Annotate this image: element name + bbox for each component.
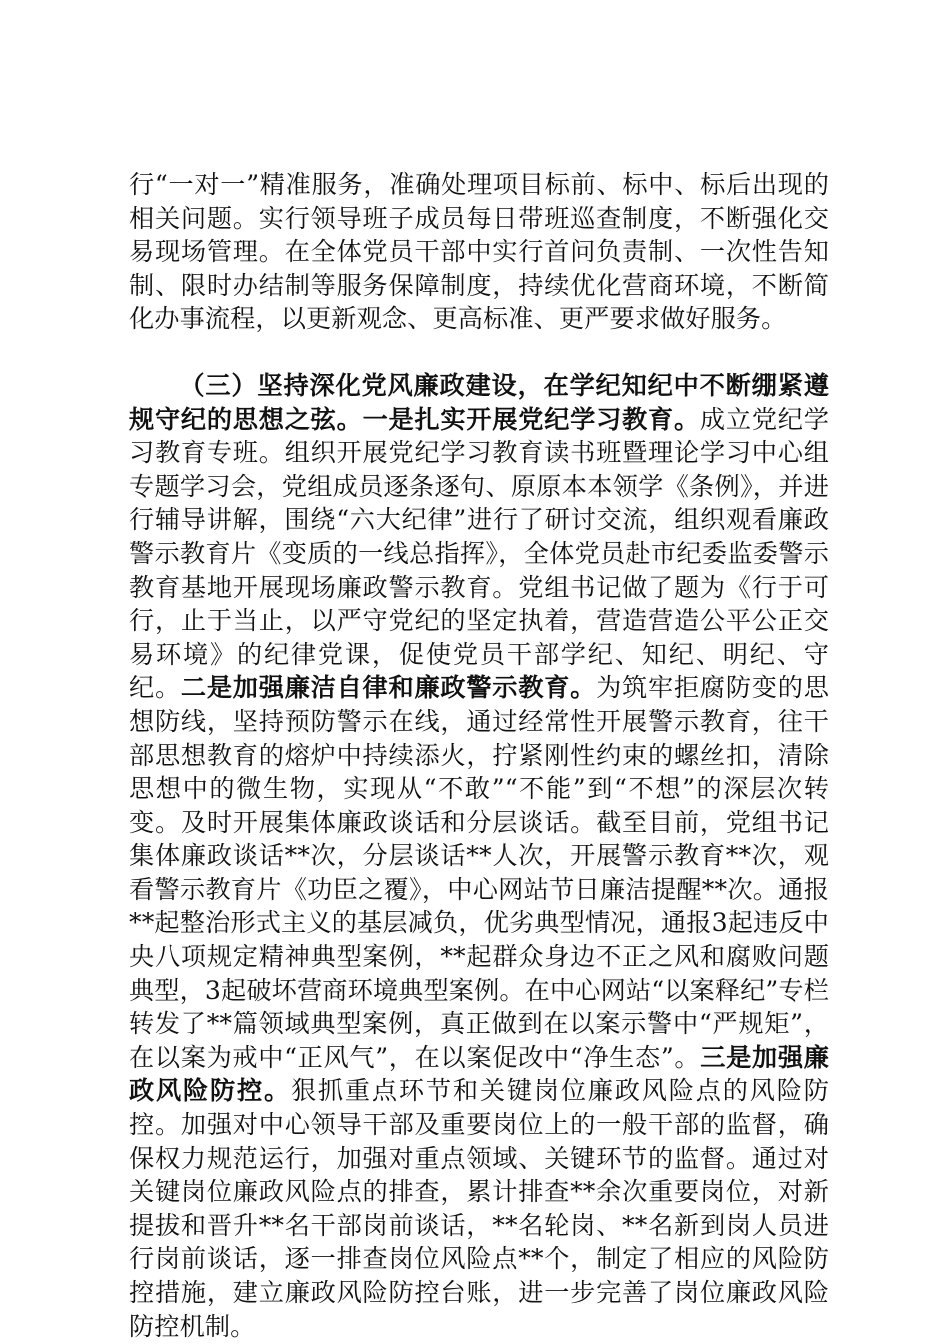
paragraph-service-text: 行“一对一”精准服务，准确处理项目标前、标中、标后出现的相关问题。实行领导班子成员每日带班巡查制度，不断强化交易现场管理。在全体党员干部中实行首问负责制、一次性告知制、限时办结制等服务保障制度，持续优化营商环境，不断简化办事流程，以更新观念、更高标准、更严要求做好服务。 [129,170,829,334]
paragraph-service [129,168,829,336]
paragraph-integrity [129,369,829,1343]
subsection-title-3: 三是加强廉政风险防控。 [129,1041,830,1106]
subsection-title-1: 一是扎实开展党纪学习教育。 [362,403,700,434]
section-heading: （三）坚持深化党风廉政建设，在学纪知纪中不断绷紧遵规守纪的思想之弦。 [129,369,829,434]
subsection-text-1: 成立党纪学习教育专班。组织开展党纪学习教育读书班暨理论学习中心组专题学习会，党组成员逐条逐句、原原本本领学《条例》，并进行辅导讲解，围绕“六大纪律”进行了研讨交流，组织观看廉政警示教育片《变质的一线总指挥》，全体党员赴市纪委监委警示教育基地开展现场廉政警示教育。党组书记做了题为《行于可行，止于当止，以严守党纪的坚定执着，营造营造公平公正交易环境》的纪律党课，促使党员干部学纪、知纪、明纪、守纪。 [129,404,830,703]
document-page [129,168,829,1343]
subsection-text-3: 狠抓重点环节和关键岗位廉政风险点的风险防控。加强对中心领导干部及重要岗位上的一般干部的监督，确保权力规范运行，加强对重点领域、关键环节的监督。通过对关键岗位廉政风险点的排查，累计排查**余次重要岗位，对新提拔和晋升**名干部岗前谈话，**名轮岗、**名新到岗人员进行岗前谈话，逐一排查岗位风险点**个，制定了相应的风险防控措施，建立廉政风险防控台账，进一步完善了岗位廉政风险防控机制。 [129,1076,829,1341]
subsection-title-2: 二是加强廉洁自律和廉政警示教育。 [180,672,597,703]
subsection-text-2: 为筑牢拒腐防变的思想防线，坚持预防警示在线，通过经常性开展警示教育，往干部思想教育的熔炉中持续添火，拧紧刚性约束的螺丝扣，清除思想中的微生物，实现从“不敢”“不能”到“不想”的深层次转变。及时开展集体廉政谈话和分层谈话。截至目前，党组书记集体廉政谈话**次，分层谈话**人次，开展警示教育**次，观看警示教育片《功臣之覆》，中心网站节日廉洁提醒**次。通报**起整治形式主义的基层减负，优劣典型情况，通报3起违反中央八项规定精神典型案例，**起群众身边不正之风和腐败问题典型，3起破坏营商环境典型案例。在中心网站“以案释纪”专栏转发了**篇领域典型案例，真正做到在以案示警中“严规矩”，在以案为戒中“正风气”，在以案促改中“净生态”。 [129,673,829,1072]
